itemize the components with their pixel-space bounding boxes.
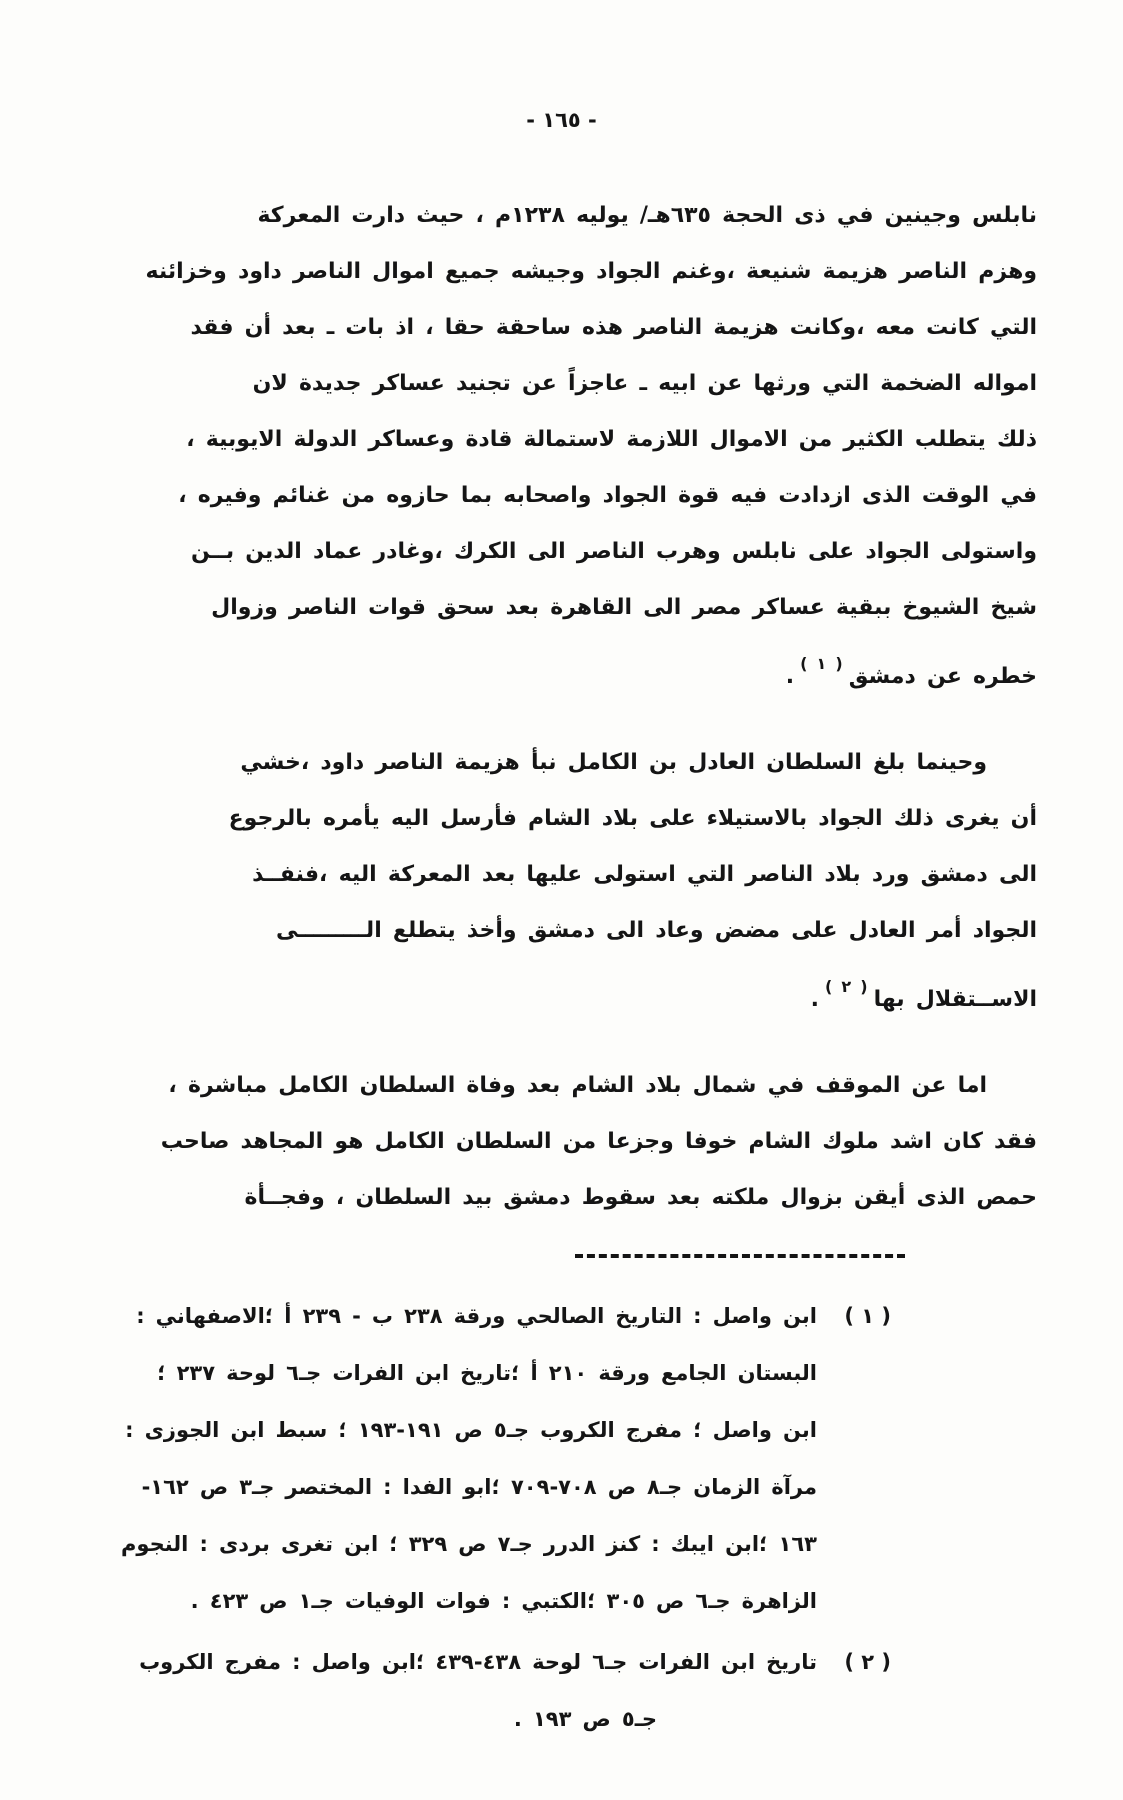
text-line: حمص الذى أيقن بزوال ملكته بعد سقوط دمشق بيد السلطان ، وفجــأة	[244, 1185, 1037, 1210]
text-line-with-footnote-ref	[88, 636, 1037, 705]
footnote-line: تاريخ ابن الفرات جـ٦ لوحة ٤٣٨-٤٣٩ ؛ابن واصل : مفرج الكروب	[139, 1650, 817, 1674]
footnote-separator	[575, 1254, 905, 1258]
text-line: شيخ الشيوخ ببقية عساكر مصر الى القاهرة بعد سحق قوات الناصر وزوال	[211, 595, 1037, 620]
footnote-text	[121, 1288, 817, 1630]
text-line: امواله الضخمة التي ورثها عن ابيه ـ عاجزاً عن تجنيد عساكر جديدة لان	[252, 371, 1037, 396]
footnote-marker: ( ١ )	[844, 1304, 891, 1328]
body-text	[0, 188, 1123, 1748]
text-line: وهزم الناصر هزيمة شنيعة ،وغنم الجواد وجيشه جميع اموال الناصر داود وخزائنه	[145, 259, 1037, 284]
footnote-line: ابن واصل : التاريخ الصالحي ورقة ٢٣٨ ب - ٢٣٩ أ ؛الاصفهاني :	[136, 1304, 817, 1328]
footnotes	[88, 1288, 1037, 1748]
page-number: - ١٦٥ -	[526, 108, 597, 132]
footnote-line: ١٦٣ ؛ابن ايبك : كنز الدرر جـ٧ ص ٣٢٩ ؛ ابن تغرى بردى : النجوم	[121, 1532, 817, 1556]
text-fragment: الاســتقلال بها	[873, 987, 1037, 1012]
footnote-ref-2: ( ٢ )	[824, 977, 868, 996]
footnote-line: الزاهرة جـ٦ ص ٣٠٥ ؛الكتبي : فوات الوفيات جـ١ ص ٤٢٣ .	[190, 1589, 817, 1613]
footnote-2	[139, 1634, 891, 1748]
sentence-period: .	[810, 987, 819, 1012]
text-line: واستولى الجواد على نابلس وهرب الناصر الى الكرك ،وغادر عماد الدين بــن	[190, 539, 1037, 564]
text-line: الجواد أمر العادل على مضض وعاد الى دمشق وأخذ يتطلع الـــــــــى	[276, 918, 1037, 943]
footnote-text	[139, 1634, 817, 1748]
text-line-with-footnote-ref	[88, 959, 1037, 1028]
text-line: وحينما بلغ السلطان العادل بن الكامل نبأ هزيمة الناصر داود ،خشي	[240, 750, 987, 775]
text-line: اما عن الموقف في شمال بلاد الشام بعد وفاة السلطان الكامل مباشرة ،	[168, 1073, 987, 1098]
text-line: التي كانت معه ،وكانت هزيمة الناصر هذه ساحقة حقا ، اذ بات ـ بعد أن فقد	[190, 315, 1037, 340]
text-line: أن يغرى ذلك الجواد بالاستيلاء على بلاد الشام فأرسل اليه يأمره بالرجوع	[228, 806, 1037, 831]
text-line: الى دمشق ورد بلاد الناصر التي استولى عليها بعد المعركة اليه ،فنفــذ	[252, 862, 1037, 887]
paragraph-3	[88, 1058, 1037, 1226]
text-line: في الوقت الذى ازدادت فيه قوة الجواد واصحابه بما حازوه من غنائم وفيره ،	[178, 483, 1037, 508]
text-line: نابلس وجينين في ذى الحجة ٦٣٥هـ/ يوليه ١٢٣٨م ، حيث دارت المعركة	[257, 203, 1037, 228]
footnote-line: البستان الجامع ورقة ٢١٠ أ ؛تاريخ ابن الفرات جـ٦ لوحة ٢٣٧ ؛	[157, 1361, 817, 1385]
footnote-marker: ( ٢ )	[844, 1650, 891, 1674]
footnote-line: مرآة الزمان جـ٨ ص ٧٠٨-٧٠٩ ؛ابو الفدا : المختصر جـ٣ ص ١٦٢-	[141, 1475, 817, 1499]
footnote-1	[121, 1288, 891, 1630]
footnote-line: جـ٥ ص ١٩٣ .	[513, 1707, 657, 1731]
paragraph-2	[88, 735, 1037, 1028]
text-line: ذلك يتطلب الكثير من الاموال اللازمة لاستمالة قادة وعساكر الدولة الايوبية ،	[186, 427, 1037, 452]
paragraph-1	[88, 188, 1037, 705]
footnote-line: ابن واصل ؛ مفرج الكروب جـ٥ ص ١٩١-١٩٣ ؛ سبط ابن الجوزى :	[125, 1418, 817, 1442]
text-fragment: خطره عن دمشق	[848, 664, 1037, 689]
footnote-ref-1: ( ١ )	[800, 654, 843, 673]
text-line: فقد كان اشد ملوك الشام خوفا وجزعا من السلطان الكامل هو المجاهد صاحب	[160, 1129, 1037, 1154]
sentence-period: .	[785, 664, 795, 689]
